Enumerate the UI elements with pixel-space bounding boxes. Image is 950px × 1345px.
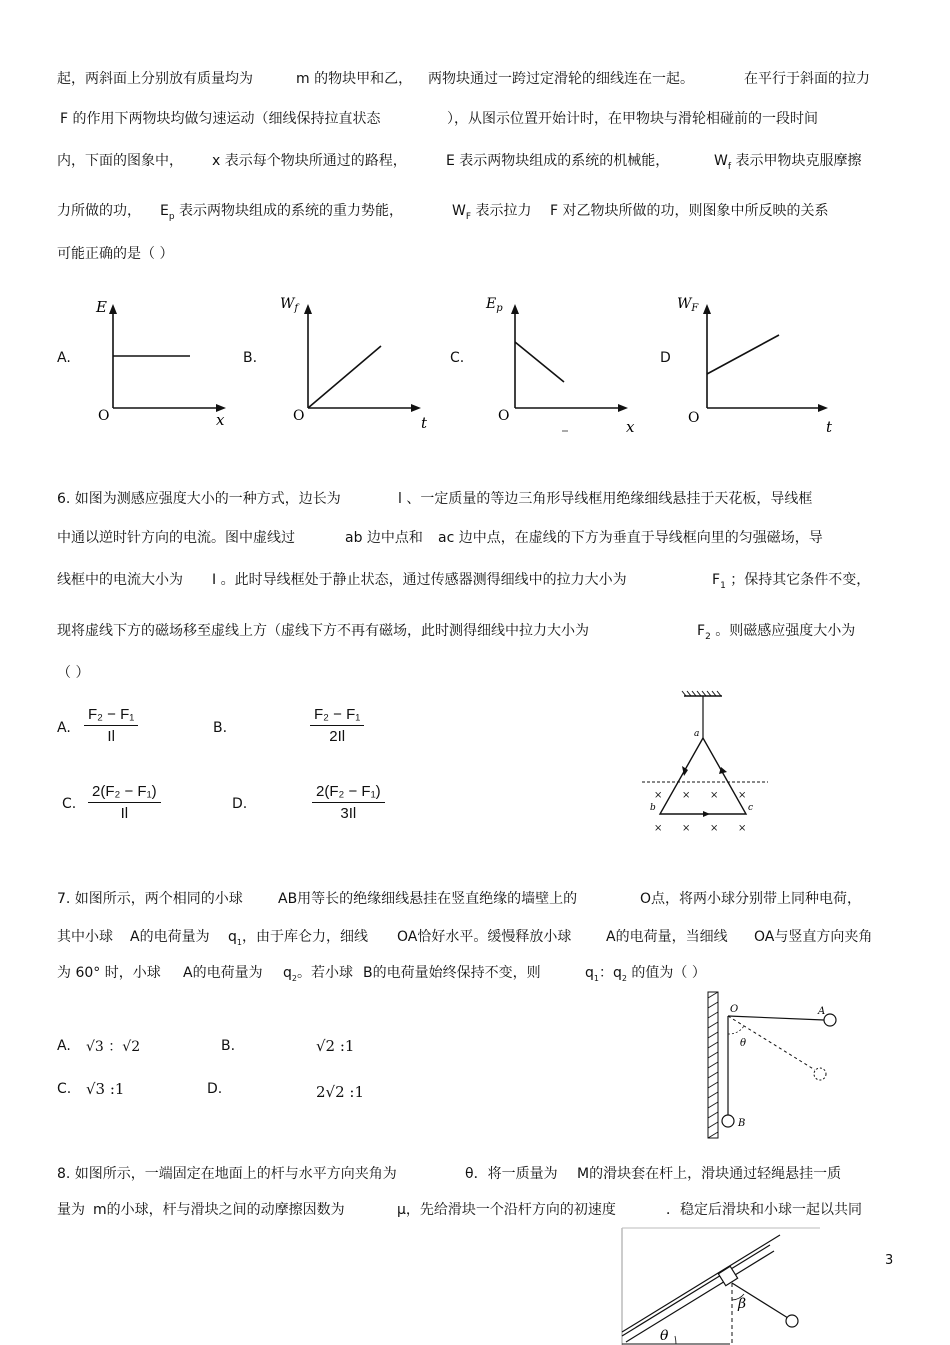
q8-line1-c: M的滑块套在杆上，滑块通过轻绳悬挂一质 xyxy=(577,1166,842,1182)
q6-line5: （ ） xyxy=(57,665,90,681)
q5-line4-tail: 对乙物块所做的功，则图象中所反映的关系 xyxy=(558,203,829,219)
q5-line3-wf xyxy=(714,150,861,172)
q6-triangle-figure xyxy=(640,690,770,835)
q5-line4-wF xyxy=(452,200,531,222)
q6-line3-i: I xyxy=(212,572,217,588)
q7-line2-a: 其中小球 xyxy=(57,929,113,945)
q7-ball-b xyxy=(722,1115,734,1127)
q7-label-o: O xyxy=(730,1004,739,1015)
q6-option-b-fraction xyxy=(310,706,364,745)
q6-field-mark: × xyxy=(738,823,747,834)
q7-line2-d: OA恰好水平。缓慢释放小球 xyxy=(397,929,572,945)
q6-magnetic-field xyxy=(654,790,746,834)
q5-line4-c: 表示拉力 xyxy=(471,203,532,219)
q6-line4-f: F xyxy=(697,623,706,639)
q8-line1-a: 8. 如图所示，一端固定在地面上的杆与水平方向夹角为 xyxy=(57,1166,397,1182)
q7-line3-e xyxy=(585,962,706,983)
graph-a-ylabel: E xyxy=(96,298,107,316)
q5-option-d: D xyxy=(660,350,671,366)
q7-line2-c xyxy=(228,926,368,947)
q7-option-c-label: C. xyxy=(57,1081,72,1097)
q8-rod-figure xyxy=(620,1228,820,1345)
q6-line4-a: 现将虚线下方的磁场移至虚线上方（虚线下方不再有磁场，此时测得细线中拉力大小为 xyxy=(57,623,589,639)
q6-line3-c xyxy=(712,569,870,591)
page-number: 3 xyxy=(885,1253,894,1268)
q8-line2-c: μ，先给滑块一个沿杆方向的初速度 xyxy=(397,1202,616,1218)
graph-c-ylabel-sub: p xyxy=(496,303,503,314)
q7-line3-mid: 。若小球 xyxy=(296,965,353,981)
q6-option-a-label: A. xyxy=(57,720,71,736)
graph-c-line xyxy=(515,342,564,382)
q6-line4-tail: 。则磁感应强度大小为 xyxy=(710,623,856,639)
q6-option-d-fraction xyxy=(312,783,385,822)
graph-d-origin: O xyxy=(688,410,700,426)
q6-line3-f: F xyxy=(712,572,721,588)
graph-a-xlabel: x xyxy=(216,411,225,429)
q6-label-b: b xyxy=(650,803,656,813)
q6-line2-c: ac 边中点，在虚线的下方为垂直于导线框向里的匀强磁场，导 xyxy=(438,530,823,546)
q6-option-d-num: 2(F₂ − F₁) xyxy=(312,783,385,803)
q6-field-mark: × xyxy=(738,790,747,801)
q7-line3-sub1: 1 xyxy=(593,973,599,983)
q6-field-mark: × xyxy=(682,823,691,834)
q6-line3-sub: 1 xyxy=(720,580,726,591)
q7-option-a-value: √3 ：√2 xyxy=(86,1039,141,1055)
graph-c-ylabel xyxy=(485,296,503,314)
q6-option-b-den: 2Il xyxy=(329,728,346,745)
q7-option-c-value: √3 :1 xyxy=(86,1080,125,1098)
q7-line2-sub: 1 xyxy=(236,937,242,947)
q7-line2-mid: ，由于库仑力，细线 xyxy=(241,929,368,945)
q5-line2-a: F 的作用下两物块均做匀速运动（细线保持拉直状态 xyxy=(60,111,381,127)
q5-line2-b: ），从图示位置开始计时，在甲物块与滑轮相碰前的一段时间 xyxy=(447,111,818,127)
q8-label-beta: β xyxy=(738,1296,747,1312)
q5-line4-d xyxy=(550,200,829,220)
q5-line4-f: F xyxy=(550,203,559,219)
q6-label-c: c xyxy=(748,803,754,813)
q7-line1-c: O点，将两小球分别带上同种电荷， xyxy=(640,891,862,907)
graph-d-ylabel-sub: F xyxy=(691,303,699,314)
q6-option-c-num: 2(F₂ − F₁) xyxy=(88,783,161,803)
graph-b xyxy=(280,290,433,432)
graph-b-ylabel-main: W xyxy=(280,296,295,312)
q6-line3-b xyxy=(212,569,627,589)
q7-line1-a: 7. 如图所示，两个相同的小球 xyxy=(57,891,243,907)
q7-option-d-label: D. xyxy=(207,1081,223,1097)
q5-line1-d: 在平行于斜面的拉力 xyxy=(744,71,870,87)
q8-rod-lower xyxy=(622,1245,770,1336)
q6-option-a-num: F₂ − F₁ xyxy=(84,706,138,726)
q5-line3-sub: f xyxy=(727,161,732,172)
graph-a xyxy=(88,290,238,430)
q6-line2-b: ab 边中点和 xyxy=(345,530,423,546)
q7-line3-c xyxy=(283,962,353,983)
q7-ball-a-moved xyxy=(814,1068,826,1080)
q7-line3-a: 为 60° 时，小球 xyxy=(57,965,161,981)
q7-ball-a xyxy=(824,1014,836,1026)
graph-c-origin: O xyxy=(498,408,510,424)
q8-line2-d: ．稳定后滑块和小球一起以共同 xyxy=(666,1202,862,1218)
q6-line1-a: 6. 如图为测感应强度大小的一种方式，边长为 xyxy=(57,491,341,507)
q8-line2-b: m的小球，杆与滑块之间的动摩擦因数为 xyxy=(93,1202,345,1218)
q6-option-c-label: C. xyxy=(62,796,77,812)
graph-d-line xyxy=(707,335,779,374)
graph-c-xlabel: x xyxy=(626,418,635,436)
q5-line4-e: E xyxy=(160,203,169,219)
q7-line3-sub2: 2 xyxy=(621,973,627,983)
q6-line3-mid: 。此时导线框处于静止状态，通过传感器测得细线中的拉力大小为 xyxy=(216,572,627,588)
q5-line3-w: W xyxy=(714,153,728,169)
q8-line1-b: θ．将一质量为 xyxy=(465,1166,558,1182)
graph-b-xlabel: t xyxy=(421,414,428,432)
q5-line5: 可能正确的是（ ） xyxy=(57,246,174,262)
q7-line3-sub: 2 xyxy=(291,973,297,983)
q6-line2-a: 中通以逆时针方向的电流。图中虚线过 xyxy=(57,530,295,546)
q5-line1-c: 两物块通过一跨过定滑轮的细线连在一起。 xyxy=(428,71,694,87)
q6-line3-tail: ；保持其它条件不变， xyxy=(725,572,871,588)
q6-line4-b xyxy=(697,620,855,642)
q7-label-b: B xyxy=(738,1118,746,1129)
graph-c xyxy=(486,290,640,436)
graph-b-line xyxy=(308,346,381,408)
q5-line4-F: F xyxy=(465,211,472,222)
q7-line3-q: q xyxy=(283,965,292,981)
q6-option-a-fraction xyxy=(84,706,138,745)
q6-label-a: a xyxy=(694,729,700,739)
q8-ball xyxy=(786,1315,798,1327)
q5-line3-c: E 表示两物块组成的系统的机械能， xyxy=(446,153,670,169)
q7-line3-q2: ：q xyxy=(598,965,622,981)
q7-line2-b: A的电荷量为 xyxy=(130,929,210,945)
q5-line1-a: 起，两斜面上分别放有质量均为 xyxy=(57,71,253,87)
q6-field-mark: × xyxy=(654,790,663,801)
q8-rod-upper xyxy=(626,1251,774,1342)
q6-triangle xyxy=(660,738,746,814)
q6-field-mark: × xyxy=(682,790,691,801)
q5-option-a: A. xyxy=(57,350,71,366)
q7-line1-b: AB用等长的绝缘细线悬挂在竖直绝缘的墙壁上的 xyxy=(278,891,578,907)
q7-line3-b: A的电荷量为 xyxy=(183,965,263,981)
q5-option-b: B. xyxy=(243,350,258,366)
q6-field-mark: × xyxy=(710,823,719,834)
q5-line3-b: x 表示每个物块所通过的路程， xyxy=(212,153,407,169)
graph-b-ylabel xyxy=(280,296,300,314)
graph-c-ylabel-main: E xyxy=(486,296,497,312)
q7-label-a: A xyxy=(818,1006,826,1017)
q7-option-b-label: B. xyxy=(221,1038,236,1054)
q5-line3-a: 内，下面的图象中， xyxy=(57,153,183,169)
q5-line4-p: p xyxy=(168,211,175,222)
q5-line4-a: 力所做的功， xyxy=(57,203,141,219)
q5-option-c: C. xyxy=(450,350,465,366)
q6-option-c-den: Il xyxy=(120,805,129,822)
q7-line2-e: A的电荷量，当细线 xyxy=(606,929,728,945)
q7-line2-q: q xyxy=(228,929,237,945)
q7-label-theta: θ xyxy=(740,1038,747,1049)
q5-line4-b: 表示两物块组成的系统的重力势能， xyxy=(174,203,404,219)
q7-line3-q1: q xyxy=(585,965,594,981)
graph-d-ylabel xyxy=(677,296,699,314)
q6-field-mark: × xyxy=(710,790,719,801)
q5-line4-w: W xyxy=(452,203,466,219)
q7-option-d-value: 2√2 :1 xyxy=(316,1083,365,1101)
q5-line1-b: m 的物块甲和乙， xyxy=(296,71,413,87)
q7-line2-f: OA与竖直方向夹角 xyxy=(754,929,873,945)
q7-line3-tail: 的值为（ ） xyxy=(626,965,706,981)
graph-a-origin: O xyxy=(98,408,110,424)
q5-line4-ep xyxy=(160,200,403,222)
q8-label-theta: θ xyxy=(660,1328,669,1344)
graph-d-ylabel-main: W xyxy=(677,296,692,312)
q6-option-d-label: D. xyxy=(232,796,248,812)
q6-field-mark: × xyxy=(654,823,663,834)
q7-line3-d: B的电荷量始终保持不变，则 xyxy=(363,965,541,981)
q6-option-b-num: F₂ − F₁ xyxy=(310,706,364,726)
q6-line3-a: 线框中的电流大小为 xyxy=(57,572,183,588)
graph-d xyxy=(677,290,847,436)
q7-wall-figure xyxy=(700,990,850,1140)
graph-d-xlabel: t xyxy=(826,418,833,436)
q6-option-a-den: Il xyxy=(107,728,115,745)
graph-b-ylabel-sub: f xyxy=(294,303,299,314)
q8-line2-a: 量为 xyxy=(57,1202,85,1218)
q7-option-a-label: A. xyxy=(57,1038,71,1054)
q6-line4-sub: 2 xyxy=(705,631,711,642)
q6-line1-b: l 、一定质量的等边三角形导线框用绝缘细线悬挂于天花板，导线框 xyxy=(398,491,813,507)
q6-option-c-fraction xyxy=(88,783,161,822)
q7-string-oa xyxy=(728,1016,824,1020)
q5-line3-e: 表示甲物块克服摩擦 xyxy=(731,153,862,169)
q7-option-b-value: √2 :1 xyxy=(316,1037,355,1055)
q6-option-b-label: B. xyxy=(213,720,228,736)
graph-b-origin: O xyxy=(293,408,305,424)
q6-option-d-den: 3Il xyxy=(340,805,357,822)
